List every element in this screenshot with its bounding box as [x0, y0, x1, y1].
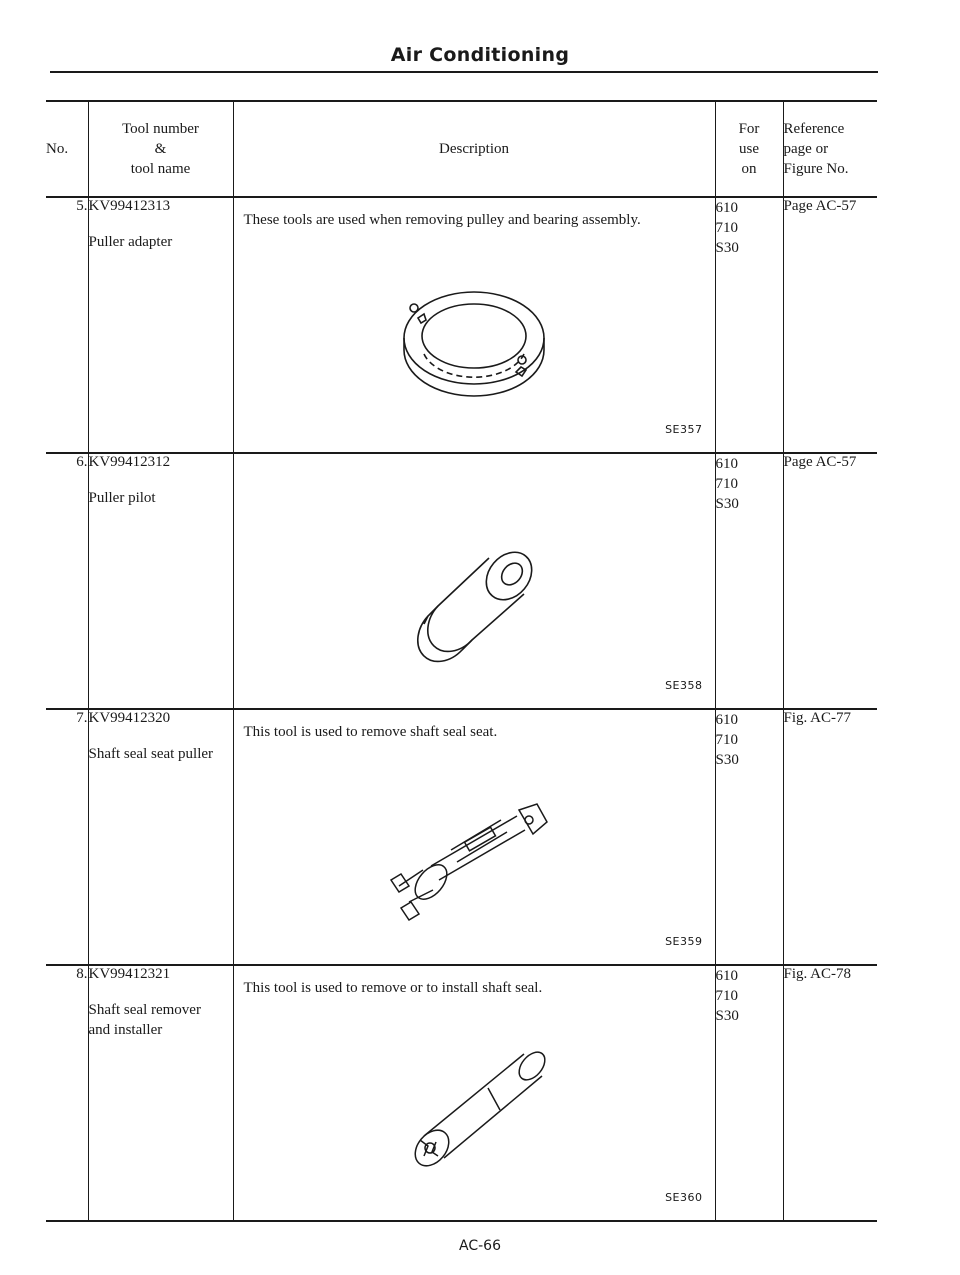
- tool-name: Puller pilot: [88, 490, 156, 506]
- figure-code: SE357: [665, 423, 703, 436]
- tool-cell: [88, 453, 233, 709]
- row-number: 6.: [46, 453, 88, 709]
- model-code: S30: [715, 752, 739, 768]
- tool-number: KV99412313: [88, 198, 171, 214]
- row-number: 5.: [46, 197, 88, 453]
- shaft-seal-seat-puller-icon: [369, 790, 569, 930]
- puller-pilot-cylinder-icon: [414, 544, 554, 674]
- figure-code: SE358: [665, 679, 703, 692]
- column-header-reference: [783, 101, 877, 197]
- tool-number: KV99412312: [88, 454, 171, 470]
- reference-cell: Fig. AC-78: [783, 965, 877, 1221]
- description-cell: [233, 709, 715, 965]
- row-number: 7.: [46, 709, 88, 965]
- puller-adapter-ring-icon: [384, 278, 564, 408]
- use-on-cell: [715, 197, 783, 453]
- use-on-cell: [715, 709, 783, 965]
- figure-code: SE359: [665, 935, 703, 948]
- column-header-use-line: For: [738, 121, 760, 137]
- column-header-reference-line: page or: [783, 141, 829, 157]
- column-header-reference-line: Reference: [783, 121, 845, 137]
- use-on-cell: [715, 965, 783, 1221]
- model-code: 610: [715, 200, 738, 216]
- tool-number: KV99412321: [88, 966, 171, 982]
- header-rule: [50, 71, 878, 73]
- description-text: These tools are used when removing pulley and bearing assembly.: [243, 212, 641, 228]
- column-header-use-line: on: [741, 161, 757, 177]
- column-header-reference-line: Figure No.: [783, 161, 849, 177]
- tool-cell: [88, 709, 233, 965]
- page-title: Air Conditioning: [390, 44, 570, 66]
- model-code: S30: [715, 1008, 739, 1024]
- description-text: This tool is used to remove or to install shaft seal.: [243, 980, 543, 996]
- model-code: S30: [715, 496, 739, 512]
- reference-cell: Page AC-57: [783, 453, 877, 709]
- column-header-tool-line: tool name: [130, 161, 191, 177]
- model-code: 710: [715, 988, 738, 1004]
- description-text: This tool is used to remove shaft seal seat.: [243, 724, 498, 740]
- column-header-tool-line: Tool number: [122, 121, 199, 137]
- model-code: 610: [715, 968, 738, 984]
- model-code: 710: [715, 476, 738, 492]
- description-text: [234, 454, 715, 468]
- reference-cell: Fig. AC-77: [783, 709, 877, 965]
- column-header-tool-line: &: [154, 141, 167, 157]
- table-header-row: [46, 101, 877, 197]
- column-header-use: [715, 101, 783, 197]
- model-code: S30: [715, 240, 739, 256]
- special-tools-table: [46, 100, 877, 1222]
- page-number: AC-66: [459, 1238, 501, 1254]
- tool-cell: [88, 197, 233, 453]
- model-code: 710: [715, 732, 738, 748]
- description-cell: [233, 965, 715, 1221]
- tool-cell: [88, 965, 233, 1221]
- description-cell: [233, 197, 715, 453]
- figure-code: SE360: [665, 1191, 703, 1204]
- description-cell: [233, 453, 715, 709]
- table-row: [46, 453, 877, 709]
- table-row: [46, 197, 877, 453]
- use-on-cell: [715, 453, 783, 709]
- model-code: 710: [715, 220, 738, 236]
- model-code: 610: [715, 712, 738, 728]
- tool-name: Shaft seal seat puller: [88, 746, 214, 762]
- model-code: 610: [715, 456, 738, 472]
- column-header-no: No.: [46, 101, 88, 197]
- column-header-use-line: use: [739, 141, 759, 157]
- row-number: 8.: [46, 965, 88, 1221]
- tool-name: Shaft seal remover and installer: [88, 1002, 201, 1038]
- column-header-description: Description: [233, 101, 715, 197]
- column-header-tool: [88, 101, 233, 197]
- table-row: [46, 709, 877, 965]
- reference-cell: Page AC-57: [783, 197, 877, 453]
- tool-number: KV99412320: [88, 710, 171, 726]
- shaft-seal-remover-installer-icon: [384, 1036, 564, 1186]
- tool-name: Puller adapter: [88, 234, 173, 250]
- table-row: [46, 965, 877, 1221]
